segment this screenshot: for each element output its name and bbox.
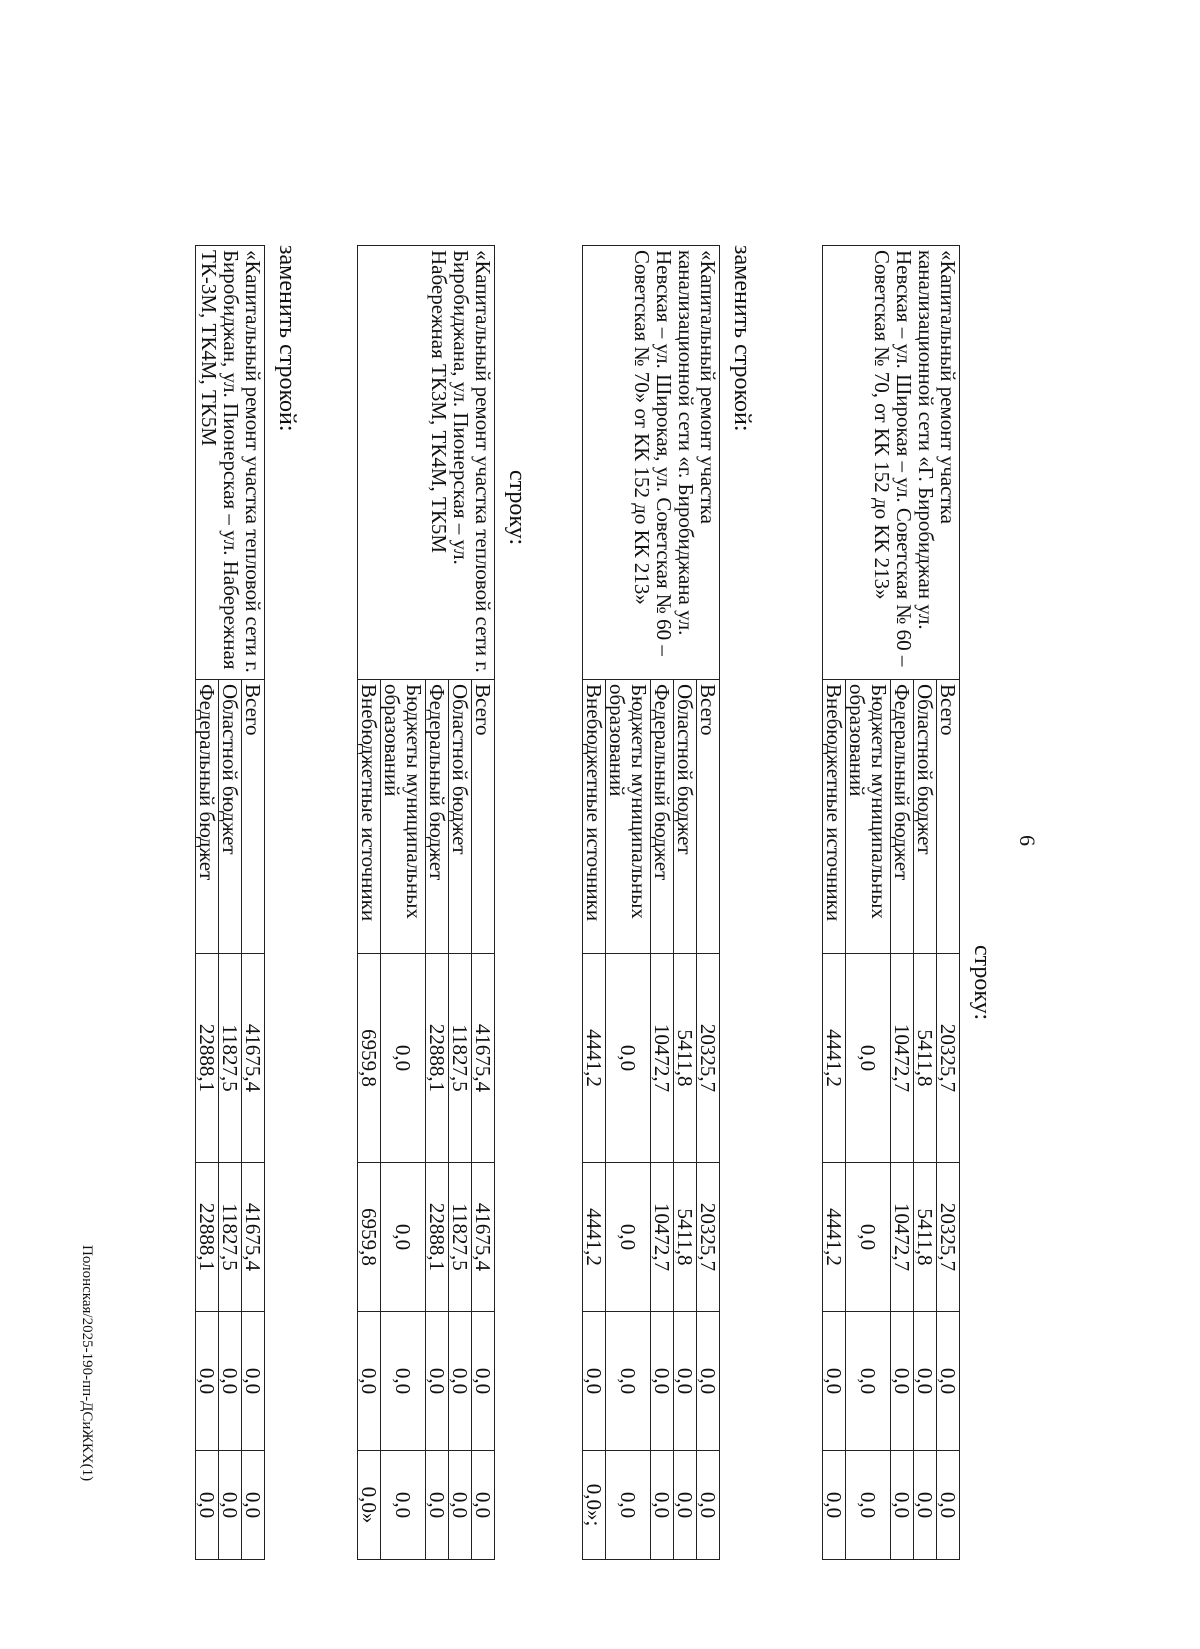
source-cell: Внебюджетные источники <box>583 680 606 954</box>
source-cell: Бюджеты муниципальных образований <box>846 680 891 954</box>
value-cell: 0,0 <box>449 1312 472 1451</box>
value-cell: 0,0 <box>242 1451 265 1560</box>
value-cell: 0,0 <box>449 1451 472 1560</box>
rotated-page <box>40 10 1160 1610</box>
value-cell: 0,0 <box>651 1451 674 1560</box>
value-cell: 11827,5 <box>449 954 472 1163</box>
value-cell: 0,0 <box>846 1312 891 1451</box>
project-name: «Капитальный ремонт участка тепловой сети г. Биробиджан, ул. Пионерская – ул. Набережная ТК-3М, ТК4М, ТК5М <box>196 246 265 680</box>
value-cell: 10472,7 <box>651 954 674 1163</box>
value-cell: 0,0 <box>583 1312 606 1451</box>
value-cell: 0,0 <box>196 1312 219 1451</box>
value-cell: 5411,8 <box>914 954 937 1163</box>
value-cell: 0,0 <box>914 1451 937 1560</box>
value-cell: 5411,8 <box>674 1163 697 1312</box>
source-cell: Всего <box>242 680 265 954</box>
value-cell: 0,0 <box>891 1451 914 1560</box>
value-cell: 0,0 <box>674 1312 697 1451</box>
source-cell: Областной бюджет <box>914 680 937 954</box>
value-cell: 0,0 <box>823 1451 846 1560</box>
value-cell: 10472,7 <box>891 954 914 1163</box>
value-cell: 41675,4 <box>242 954 265 1163</box>
value-cell: 41675,4 <box>472 954 495 1163</box>
source-cell: Бюджеты муниципальных образований <box>381 680 426 954</box>
value-cell: 0,0 <box>674 1451 697 1560</box>
value-cell: 0,0 <box>606 954 651 1163</box>
source-cell: Федеральный бюджет <box>426 680 449 954</box>
value-cell: 0,0 <box>196 1451 219 1560</box>
value-cell: 41675,4 <box>472 1163 495 1312</box>
value-cell: 0,0 <box>219 1451 242 1560</box>
value-cell: 20325,7 <box>937 1163 960 1312</box>
value-cell: 10472,7 <box>651 1163 674 1312</box>
source-cell: Федеральный бюджет <box>891 680 914 954</box>
value-cell: 0,0 <box>846 1163 891 1312</box>
budget-table <box>195 245 265 1560</box>
source-cell: Внебюджетные источники <box>358 680 381 954</box>
source-cell: Внебюджетные источники <box>823 680 846 954</box>
value-cell: 0,0 <box>472 1312 495 1451</box>
value-cell: 0,0 <box>846 954 891 1163</box>
value-cell: 0,0 <box>242 1312 265 1451</box>
project-name: «Капитальный ремонт участка канализационной сети «Г. Биробиджан ул. Невская – ул. Широкая – ул. Советская № 60 – Советская № 70, от КК 152 до КК 213» <box>823 246 960 680</box>
value-cell: 0,0 <box>381 1312 426 1451</box>
value-cell: 0,0 <box>697 1451 720 1560</box>
value-cell: 11827,5 <box>219 1163 242 1312</box>
value-cell: 0,0 <box>846 1451 891 1560</box>
value-cell: 6959,8 <box>358 954 381 1163</box>
budget-table <box>582 245 720 1560</box>
value-cell: 0,0 <box>426 1451 449 1560</box>
value-cell: 4441,2 <box>583 1163 606 1312</box>
budget-table <box>357 245 495 1560</box>
value-cell: 41675,4 <box>242 1163 265 1312</box>
footer-code: Полонская/2025-190-пп-ДСиЖКХ(1) <box>79 1245 95 1482</box>
value-cell: 0,0 <box>823 1312 846 1451</box>
value-cell: 0,0 <box>914 1312 937 1451</box>
source-cell: Федеральный бюджет <box>196 680 219 954</box>
value-cell: 20325,7 <box>697 1163 720 1312</box>
value-cell: 0,0 <box>358 1312 381 1451</box>
value-cell: 0,0 <box>937 1451 960 1560</box>
value-cell: 0,0 <box>891 1312 914 1451</box>
source-cell: Всего <box>937 680 960 954</box>
value-cell: 0,0 <box>381 1451 426 1560</box>
project-name: «Капитальный ремонт участка канализационной сети «г. Биробиджана ул. Невская – ул. Широкая, ул. Советская № 60 – Советская № 70» от КК 152 до КК 213» <box>583 246 720 680</box>
value-cell: 22888,1 <box>196 954 219 1163</box>
value-cell: 20325,7 <box>697 954 720 1163</box>
source-cell: Областной бюджет <box>674 680 697 954</box>
value-cell: 0,0»; <box>583 1451 606 1560</box>
value-cell: 4441,2 <box>823 954 846 1163</box>
value-cell: 0,0 <box>937 1312 960 1451</box>
value-cell: 0,0 <box>426 1312 449 1451</box>
source-cell: Областной бюджет <box>449 680 472 954</box>
value-cell: 22888,1 <box>426 1163 449 1312</box>
value-cell: 10472,7 <box>891 1163 914 1312</box>
value-cell: 11827,5 <box>219 954 242 1163</box>
value-cell: 0,0 <box>651 1312 674 1451</box>
source-cell: Областной бюджет <box>219 680 242 954</box>
value-cell: 0,0 <box>606 1312 651 1451</box>
value-cell: 11827,5 <box>449 1163 472 1312</box>
source-cell: Всего <box>697 680 720 954</box>
value-cell: 22888,1 <box>196 1163 219 1312</box>
value-cell: 0,0 <box>472 1451 495 1560</box>
page-number: 6 <box>1015 835 1040 846</box>
section-label: заменить строкой: <box>729 245 755 432</box>
value-cell: 0,0 <box>219 1312 242 1451</box>
value-cell: 4441,2 <box>823 1163 846 1312</box>
value-cell: 0,0 <box>697 1312 720 1451</box>
value-cell: 22888,1 <box>426 954 449 1163</box>
value-cell: 0,0 <box>606 1163 651 1312</box>
value-cell: 0,0» <box>358 1451 381 1560</box>
section-label: заменить строкой: <box>274 245 300 432</box>
section-label: строку: <box>504 470 530 546</box>
project-name: «Капитальный ремонт участка тепловой сети г. Биробиджана, ул. Пионерская – ул. Набережная ТК3М, ТК4М, ТК5М <box>358 246 495 680</box>
section-label: строку: <box>969 945 995 1021</box>
source-cell: Бюджеты муниципальных образований <box>606 680 651 954</box>
value-cell: 4441,2 <box>583 954 606 1163</box>
source-cell: Всего <box>472 680 495 954</box>
value-cell: 5411,8 <box>674 954 697 1163</box>
value-cell: 0,0 <box>381 954 426 1163</box>
value-cell: 0,0 <box>381 1163 426 1312</box>
value-cell: 20325,7 <box>937 954 960 1163</box>
value-cell: 5411,8 <box>914 1163 937 1312</box>
value-cell: 6959,8 <box>358 1163 381 1312</box>
source-cell: Федеральный бюджет <box>651 680 674 954</box>
budget-table <box>822 245 960 1560</box>
value-cell: 0,0 <box>606 1451 651 1560</box>
